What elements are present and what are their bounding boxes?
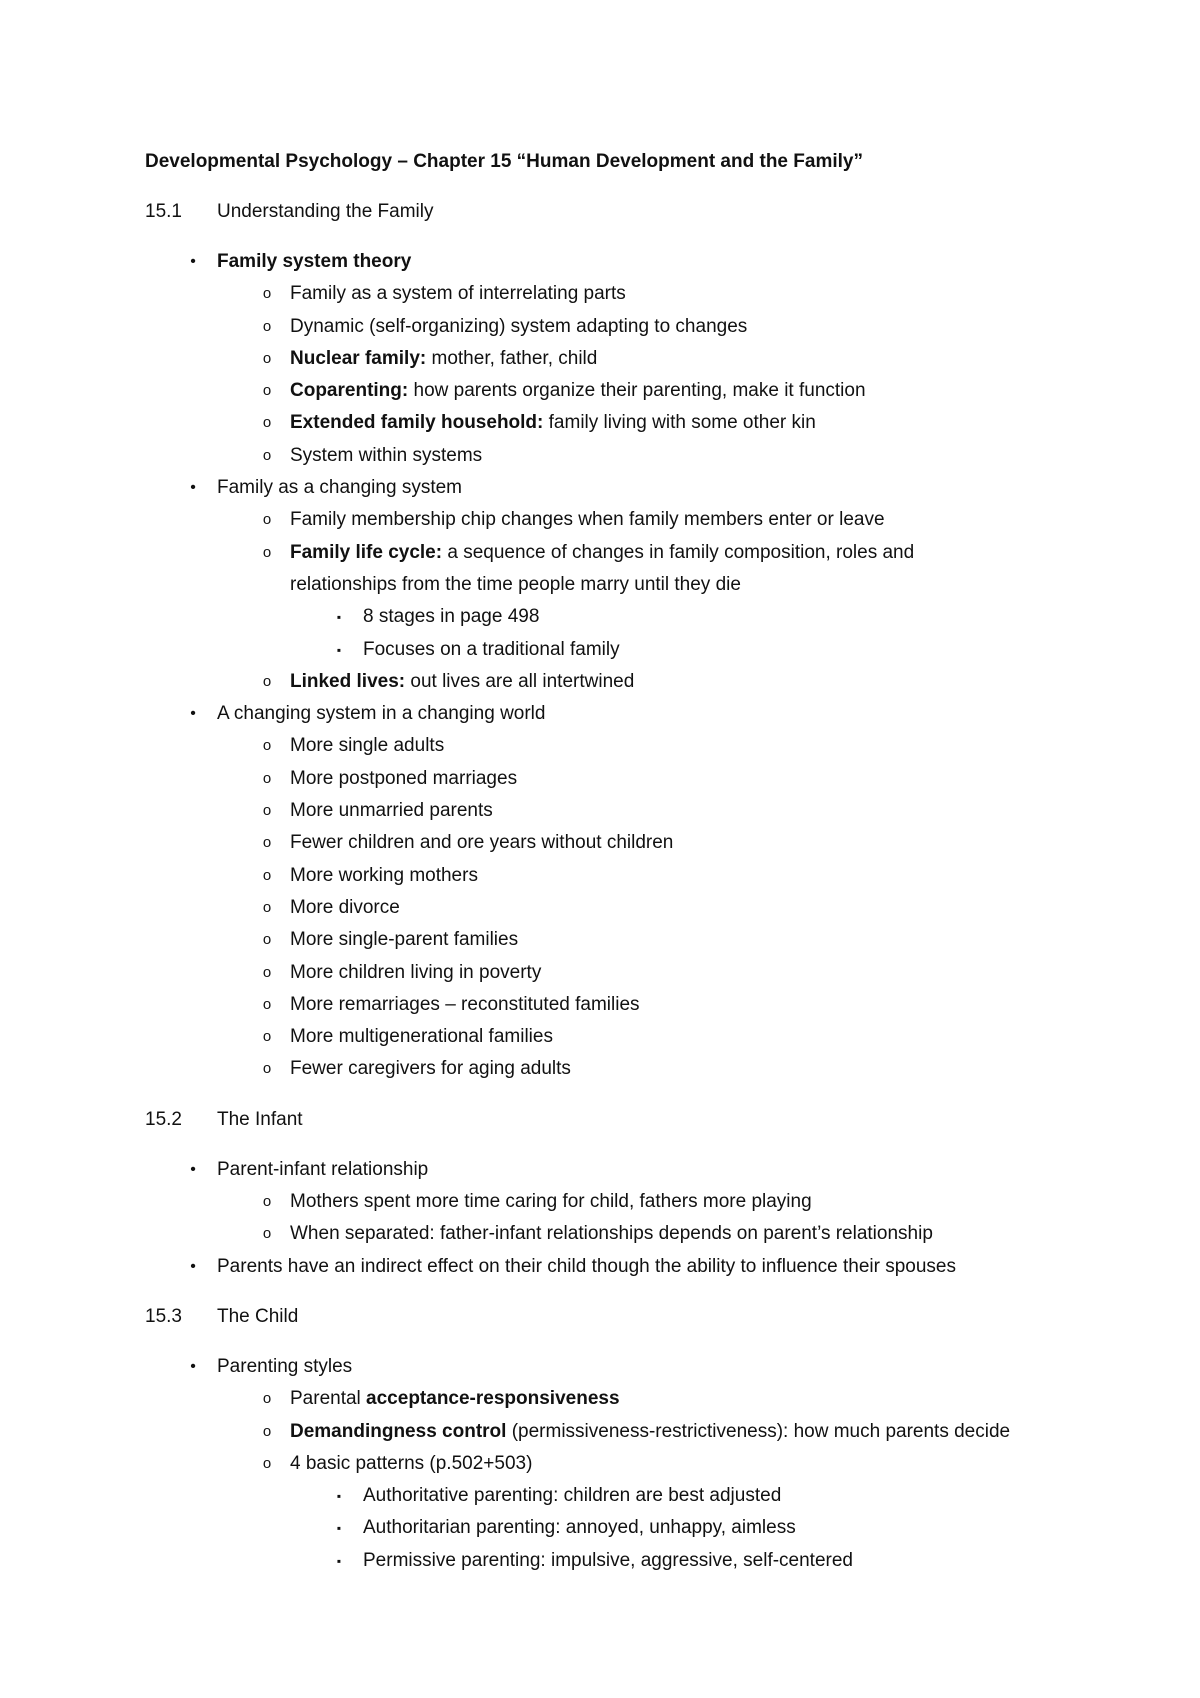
bold-term: Family system theory (217, 251, 412, 272)
circle-bullet-icon: o (262, 511, 272, 529)
item-text: More remarriages – reconstituted families (290, 993, 640, 1015)
bullet-icon: • (190, 253, 196, 270)
list-item-text (290, 957, 541, 989)
list-item (145, 472, 1105, 504)
list-item (145, 1512, 1105, 1544)
item-text: Parenting styles (217, 1355, 353, 1377)
item-text: More working mothers (290, 864, 478, 886)
list-item-text (217, 1154, 428, 1186)
section-list (145, 1351, 1105, 1577)
list-item-text (217, 1351, 352, 1383)
list-item (145, 601, 1105, 633)
list-item-text (290, 343, 597, 375)
bold-term: Coparenting: (290, 380, 409, 402)
list-item (145, 957, 1105, 989)
item-text: Fewer caregivers for aging adults (290, 1058, 571, 1080)
list-item-text (290, 1448, 532, 1480)
list-item (145, 892, 1105, 924)
list-item-text (290, 407, 816, 439)
item-text: Family as a changing system (217, 477, 462, 499)
document-page (145, 146, 1105, 1577)
list-item-text (290, 860, 478, 892)
list-item (145, 343, 1105, 375)
circle-bullet-icon: o (262, 802, 272, 820)
list-item-text (363, 601, 539, 633)
list-item-text (290, 989, 640, 1021)
list-item-text (290, 1416, 1010, 1448)
list-item-text (363, 1480, 781, 1512)
circle-bullet-icon: o (262, 1454, 272, 1472)
list-item-text (290, 1186, 812, 1218)
list-item-text (363, 1512, 796, 1544)
list-item (145, 569, 1105, 601)
square-bullet-icon: ▪ (336, 1521, 342, 1536)
list-item-text (217, 246, 411, 278)
item-text: relationships from the time people marry until they die (290, 573, 741, 595)
list-item (145, 1053, 1105, 1085)
list-item-text (290, 537, 914, 569)
item-text: mother, father, child (426, 347, 598, 369)
list-item (145, 407, 1105, 439)
list-item-text (290, 504, 885, 536)
list-item-text (363, 1545, 853, 1577)
list-item-text (290, 827, 673, 859)
list-item-text (217, 472, 462, 504)
section-number: 15.3 (145, 1305, 182, 1327)
section-heading (145, 196, 1105, 228)
bullet-icon: • (190, 1357, 196, 1375)
list-item (145, 666, 1105, 698)
circle-bullet-icon: o (262, 866, 272, 884)
list-item (145, 246, 1105, 278)
list-item (145, 375, 1105, 407)
list-item (145, 763, 1105, 795)
list-item-text (217, 1251, 956, 1283)
circle-bullet-icon: o (262, 543, 272, 561)
item-text: how parents organize their parenting, make it function (408, 380, 866, 402)
bold-term: Nuclear family: (290, 347, 427, 369)
list-item (145, 1480, 1105, 1512)
section-number: 15.2 (145, 1108, 182, 1130)
list-item-text (290, 1383, 620, 1415)
list-item (145, 1383, 1105, 1415)
item-text: family living with some other kin (543, 412, 816, 434)
item-text: Dynamic (self-organizing) system adapting to changes (290, 315, 748, 337)
list-item (145, 698, 1105, 730)
list-item (145, 1186, 1105, 1218)
item-text: More single-parent families (290, 929, 519, 951)
list-item-text (290, 311, 747, 343)
item-text: More unmarried parents (290, 800, 493, 822)
list-item (145, 1218, 1105, 1250)
circle-bullet-icon: o (262, 317, 272, 335)
document-title: Developmental Psychology – Chapter 15 “Human Development and the Family” (145, 151, 863, 172)
circle-bullet-icon: o (262, 382, 272, 400)
circle-bullet-icon: o (262, 769, 272, 787)
bullet-icon: • (190, 1257, 196, 1275)
list-item-text (290, 569, 741, 601)
item-text: When separated: father-infant relationships depends on parent’s relationship (290, 1223, 933, 1245)
item-text: A changing system in a changing world (217, 703, 546, 725)
item-text: More children living in poverty (290, 961, 542, 983)
circle-bullet-icon: o (262, 446, 272, 464)
list-item (145, 730, 1105, 762)
circle-bullet-icon: o (262, 414, 272, 432)
bold-term: acceptance-responsiveness (366, 1388, 620, 1410)
item-text: Mothers spent more time caring for child, fathers more playing (290, 1191, 812, 1213)
list-item-text (290, 892, 400, 924)
item-text: System within systems (290, 444, 483, 466)
item-text: a sequence of changes in family composition, roles and (442, 541, 915, 563)
item-text: Parent-infant relationship (217, 1158, 429, 1180)
circle-bullet-icon: o (262, 1028, 272, 1046)
item-text: Family as a system of interrelating parts (290, 283, 626, 305)
section-heading (145, 1301, 1105, 1333)
circle-bullet-icon: o (262, 672, 272, 690)
section-list (145, 1154, 1105, 1283)
bullet-icon: • (190, 479, 196, 497)
square-bullet-icon: ▪ (336, 610, 342, 625)
circle-bullet-icon: o (262, 285, 272, 303)
item-text: More divorce (290, 896, 400, 918)
list-item-text (363, 634, 620, 666)
section-name: The Infant (217, 1108, 303, 1130)
list-item (145, 827, 1105, 859)
list-item (145, 634, 1105, 666)
list-item (145, 1154, 1105, 1186)
list-item-text (290, 795, 493, 827)
circle-bullet-icon: o (262, 1225, 272, 1243)
item-text: Authoritarian parenting: annoyed, unhappy, aimless (363, 1517, 796, 1539)
item-text: More postponed marriages (290, 767, 518, 789)
item-text: More single adults (290, 735, 445, 757)
item-text: Parents have an indirect effect on their child though the ability to influence their spouses (217, 1255, 956, 1277)
list-item (145, 1545, 1105, 1577)
item-text: 8 stages in page 498 (363, 606, 540, 628)
list-item (145, 1251, 1105, 1283)
section-name: The Child (217, 1305, 299, 1327)
section-list (145, 246, 1105, 1086)
list-item (145, 924, 1105, 956)
list-item (145, 504, 1105, 536)
bold-term: Linked lives: (290, 670, 406, 692)
section-number: 15.1 (145, 201, 182, 222)
list-item-text (290, 1218, 933, 1250)
item-text: More multigenerational families (290, 1026, 553, 1048)
circle-bullet-icon: o (262, 931, 272, 949)
circle-bullet-icon: o (262, 995, 272, 1013)
item-text: Authoritative parenting: children are best adjusted (363, 1485, 782, 1507)
item-text: Focuses on a traditional family (363, 638, 620, 660)
list-item (145, 1416, 1105, 1448)
list-item (145, 278, 1105, 310)
list-item (145, 860, 1105, 892)
circle-bullet-icon: o (262, 1193, 272, 1211)
list-item-text (290, 924, 518, 956)
list-item-text (290, 666, 634, 698)
circle-bullet-icon: o (262, 1422, 272, 1440)
item-text: Family membership chip changes when family members enter or leave (290, 509, 885, 531)
item-text: Fewer children and ore years without children (290, 832, 674, 854)
bold-term: Extended family household: (290, 412, 544, 434)
item-text: 4 basic patterns (p.502+503) (290, 1452, 533, 1474)
bullet-icon: • (190, 705, 196, 723)
item-text: (permissiveness-restrictiveness): how much parents decide (506, 1420, 1011, 1442)
circle-bullet-icon: o (262, 1060, 272, 1078)
list-item-text (290, 1021, 553, 1053)
list-item-text (290, 1053, 571, 1085)
list-item (145, 311, 1105, 343)
circle-bullet-icon: o (262, 963, 272, 981)
section-heading (145, 1104, 1105, 1136)
section-name: Understanding the Family (217, 201, 434, 222)
circle-bullet-icon: o (262, 834, 272, 852)
square-bullet-icon: ▪ (336, 642, 342, 657)
list-item-text (217, 698, 545, 730)
list-item-text (290, 730, 444, 762)
list-item (145, 1351, 1105, 1383)
bold-term: Demandingness control (290, 1420, 507, 1442)
list-item (145, 989, 1105, 1021)
bold-term: Family life cycle: (290, 541, 443, 563)
circle-bullet-icon: o (262, 898, 272, 916)
item-text: Parental (290, 1388, 367, 1410)
list-item (145, 440, 1105, 472)
square-bullet-icon: ▪ (336, 1553, 342, 1568)
list-item (145, 537, 1105, 569)
circle-bullet-icon: o (262, 1390, 272, 1408)
list-item-text (290, 278, 626, 310)
circle-bullet-icon: o (262, 737, 272, 755)
list-item-text (290, 375, 866, 407)
list-item-text (290, 763, 517, 795)
list-item-text (290, 440, 482, 472)
item-text: out lives are all intertwined (405, 670, 635, 692)
square-bullet-icon: ▪ (336, 1489, 342, 1504)
item-text: Permissive parenting: impulsive, aggressive, self-centered (363, 1549, 853, 1571)
list-item (145, 1448, 1105, 1480)
list-item (145, 795, 1105, 827)
list-item (145, 1021, 1105, 1053)
bullet-icon: • (190, 1160, 196, 1178)
sections-container (145, 196, 1105, 1577)
circle-bullet-icon: o (262, 349, 272, 367)
